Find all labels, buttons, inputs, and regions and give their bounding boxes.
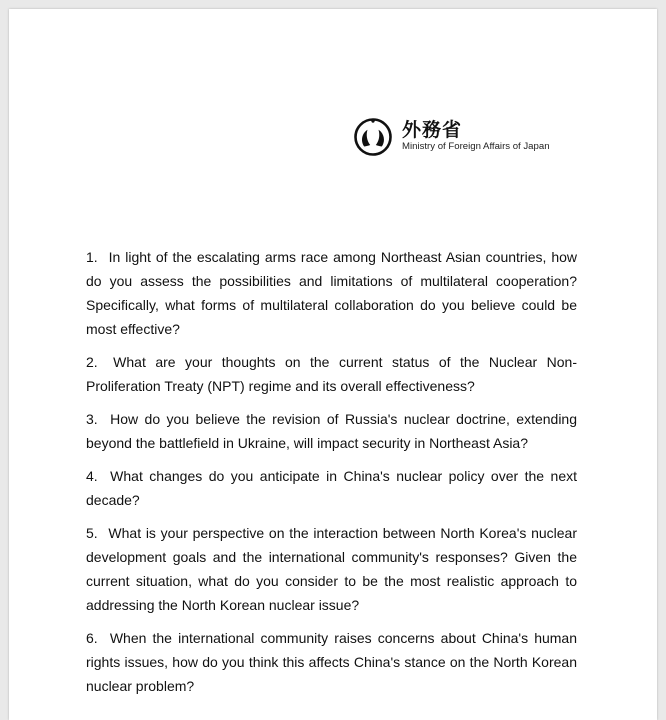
question-number: 5. — [86, 525, 98, 541]
question-4 — [86, 464, 577, 512]
document-page — [9, 9, 657, 720]
question-2 — [86, 350, 577, 398]
question-6 — [86, 626, 577, 698]
question-number: 1. — [86, 249, 98, 265]
question-number: 2. — [86, 354, 98, 370]
question-number: 6. — [86, 630, 98, 646]
question-1 — [86, 245, 577, 341]
question-text: In light of the escalating arms race among Northeast Asian countries, how do you assess the possibilities and limitations of multilateral cooperation? Specifically, what forms of multilateral collaboration do you believe could be most effective? — [86, 249, 577, 337]
mofa-emblem-icon — [353, 116, 393, 156]
question-text: How do you believe the revision of Russia's nuclear doctrine, extending beyond the battlefield in Ukraine, will impact security in Northeast Asia? — [86, 411, 577, 451]
question-3 — [86, 407, 577, 455]
question-list — [86, 245, 577, 707]
question-number: 3. — [86, 411, 98, 427]
question-number: 4. — [86, 468, 98, 484]
question-text: What are your thoughts on the current status of the Nuclear Non-Proliferation Treaty (NPT) regime and its overall effectiveness? — [86, 354, 577, 394]
question-text: What is your perspective on the interaction between North Korea's nuclear development goals and the international community's responses? Given the current situation, what do you consider to be the most realistic approach to addressing the North Korean nuclear issue? — [86, 525, 578, 613]
question-text: What changes do you anticipate in China's nuclear policy over the next decade? — [86, 468, 577, 508]
question-5 — [86, 521, 577, 617]
mofa-logo — [353, 113, 550, 159]
org-name-japanese: 外務省 — [402, 119, 463, 141]
question-text: When the international community raises concerns about China's human rights issues, how do you think this affects China's stance on the North Korean nuclear problem? — [86, 630, 577, 694]
org-name-english: Ministry of Foreign Affairs of Japan — [402, 141, 550, 152]
